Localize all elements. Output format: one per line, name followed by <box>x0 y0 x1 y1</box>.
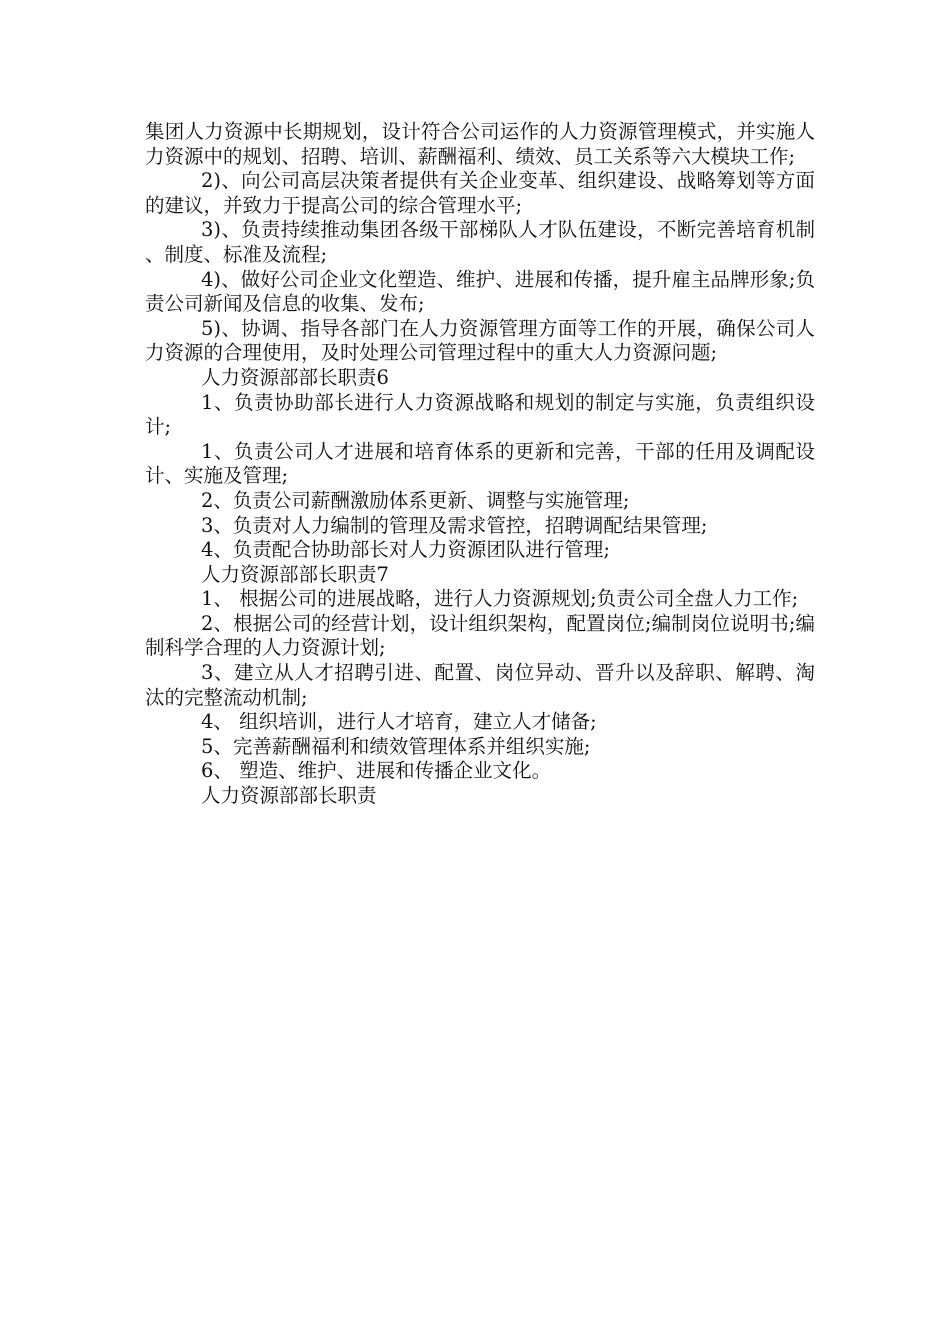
list-item: 4、负责配合协助部长对人力资源团队进行管理; <box>201 538 610 562</box>
paragraph-continuation: 集团人力资源中长期规划，设计符合公司运作的人力资源管理模式，并实施人力资源中的规划、招聘、培训、薪酬福利、绩效、员工关系等六大模块工作; <box>145 120 815 168</box>
list-item: 4)、做好公司企业文化塑造、维护、进展和传播，提升雇主品牌形象;负责公司新闻及信息的收集、发布; <box>145 267 815 316</box>
list-item: 3、负责对人力编制的管理及需求管控，招聘调配结果管理; <box>201 513 708 537</box>
list-item: 3)、负责持续推动集团各级干部梯队人才队伍建设，不断完善培育机制、制度、标准及流程; <box>145 218 815 266</box>
list-item: 2、根据公司的经营计划，设计组织架构，配置岗位;编制岗位说明书;编制科学合理的人力资源计划; <box>145 611 815 660</box>
document-body <box>145 120 815 809</box>
list-item: 4、 组织培训，进行人才培育，建立人才储备; <box>201 710 597 734</box>
section-heading: 人力资源部部长职责 <box>201 784 377 808</box>
list-item: 2、负责公司薪酬激励体系更新、调整与实施管理; <box>201 488 630 512</box>
list-item: 1、负责协助部长进行人力资源战略和规划的制定与实施，负责组织设计; <box>145 390 815 439</box>
list-item: 6、 塑造、维护、进展和传播企业文化。 <box>201 759 552 783</box>
list-item: 5、完善薪酬福利和绩效管理体系并组织实施; <box>201 734 591 758</box>
list-item: 5)、协调、指导各部门在人力资源管理方面等工作的开展，确保公司人力资源的合理使用，及时处理公司管理过程中的重大人力资源问题; <box>145 316 815 365</box>
list-item: 1、负责公司人才进展和培育体系的更新和完善，干部的任用及调配设计、实施及管理; <box>145 439 815 488</box>
list-item: 1、 根据公司的进展战略，进行人力资源规划;负责公司全盘人力工作; <box>201 587 799 611</box>
list-item: 3、建立从人才招聘引进、配置、岗位异动、晋升以及辞职、解聘、淘汰的完整流动机制; <box>145 661 815 709</box>
section-heading: 人力资源部部长职责6 <box>201 365 389 389</box>
list-item: 2)、向公司高层决策者提供有关企业变革、组织建设、战略筹划等方面的建议，并致力于提高公司的综合管理水平; <box>145 169 815 217</box>
section-heading: 人力资源部部长职责7 <box>201 562 389 586</box>
